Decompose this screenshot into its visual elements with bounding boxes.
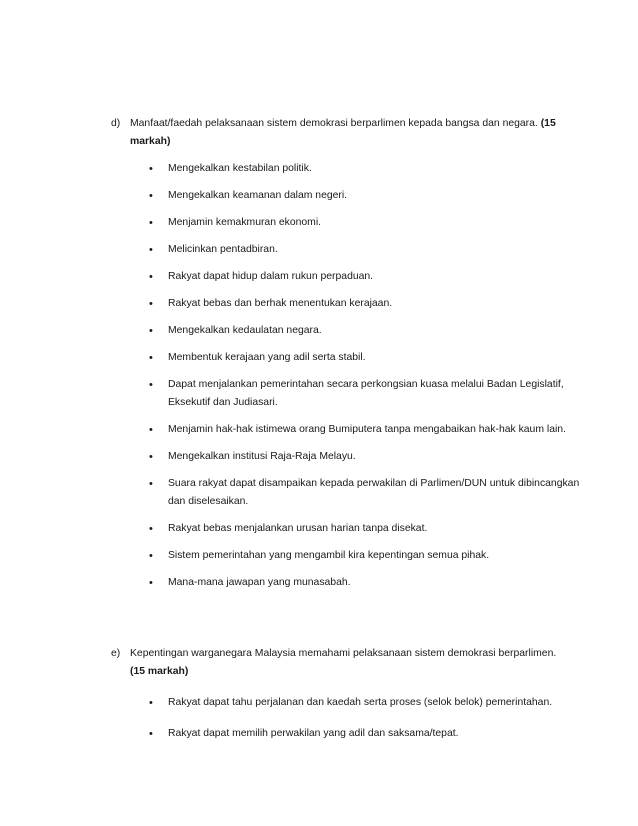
answer-item — [111, 694, 581, 712]
question-e-answer-list — [111, 694, 581, 743]
bullet-icon: • — [149, 298, 153, 310]
question-d-letter: d) — [111, 118, 121, 129]
answer-item-text: Rakyat bebas menjalankan urusan harian tanpa disekat. — [168, 523, 428, 534]
answer-item-text: Mengekalkan kestabilan politik. — [168, 163, 312, 174]
answer-item — [111, 475, 581, 511]
question-e-marks: (15 markah) — [130, 666, 189, 677]
bullet-icon: • — [149, 697, 153, 709]
bullet-icon: • — [149, 217, 153, 229]
answer-item-text: Dapat menjalankan pemerintahan secara perkongsian kuasa melalui Badan Legislatif, Eksekutif dan Judiasari. — [168, 379, 564, 408]
bullet-icon: • — [149, 523, 153, 535]
answer-item — [111, 448, 581, 466]
bullet-icon: • — [149, 244, 153, 256]
bullet-icon: • — [149, 163, 153, 175]
answer-item — [111, 349, 581, 367]
question-d-text — [130, 115, 581, 151]
answer-item-text: Rakyat dapat memilih perwakilan yang adil dan saksama/tepat. — [168, 728, 459, 739]
question-e-heading — [111, 645, 581, 681]
answer-item — [111, 547, 581, 565]
question-e — [111, 645, 581, 743]
answer-item-text: Mengekalkan institusi Raja-Raja Melayu. — [168, 451, 356, 462]
answer-item — [111, 187, 581, 205]
bullet-icon: • — [149, 478, 153, 490]
answer-item — [111, 241, 581, 259]
bullet-icon: • — [149, 728, 153, 740]
answer-item — [111, 725, 581, 743]
answer-item — [111, 376, 581, 412]
answer-item — [111, 214, 581, 232]
bullet-icon: • — [149, 424, 153, 436]
answer-item-text: Menjamin kemakmuran ekonomi. — [168, 217, 322, 228]
question-d-heading — [111, 115, 581, 151]
question-d-marks: (15 markah) — [130, 118, 556, 147]
answer-item — [111, 322, 581, 340]
question-e-letter: e) — [111, 648, 121, 659]
answer-item-text: Membentuk kerajaan yang adil serta stabil. — [168, 352, 366, 363]
answer-item — [111, 295, 581, 313]
question-e-question: Kepentingan warganegara Malaysia memahami pelaksanaan sistem demokrasi berparlimen. — [130, 648, 557, 659]
answer-item-text: Mengekalkan kedaulatan negara. — [168, 325, 322, 336]
bullet-icon: • — [149, 190, 153, 202]
answer-item-text: Menjamin hak-hak istimewa orang Bumiputera tanpa mengabaikan hak-hak kaum lain. — [168, 424, 566, 435]
question-d-question: Manfaat/faedah pelaksanaan sistem demokrasi berparlimen kepada bangsa dan negara. — [130, 118, 538, 129]
bullet-icon: • — [149, 550, 153, 562]
answer-item-text: Mengekalkan keamanan dalam negeri. — [168, 190, 348, 201]
answer-item — [111, 574, 581, 592]
answer-item-text: Rakyat dapat tahu perjalanan dan kaedah serta proses (selok belok) pemerintahan. — [168, 697, 553, 708]
answer-item — [111, 160, 581, 178]
answer-item-text: Sistem pemerintahan yang mengambil kira kepentingan semua pihak. — [168, 550, 490, 561]
answer-item-text: Suara rakyat dapat disampaikan kepada perwakilan di Parlimen/DUN untuk dibincangkan dan diselesaikan. — [168, 478, 580, 507]
answer-item-text: Rakyat dapat hidup dalam rukun perpaduan. — [168, 271, 374, 282]
bullet-icon: • — [149, 379, 153, 391]
question-d — [111, 115, 581, 592]
question-d-answer-list — [111, 160, 581, 592]
answer-item — [111, 421, 581, 439]
bullet-icon: • — [149, 577, 153, 589]
bullet-icon: • — [149, 352, 153, 364]
answer-item — [111, 520, 581, 538]
answer-item-text: Mana-mana jawapan yang munasabah. — [168, 577, 351, 588]
question-e-text — [130, 645, 581, 681]
answer-item — [111, 268, 581, 286]
answer-item-text: Rakyat bebas dan berhak menentukan kerajaan. — [168, 298, 393, 309]
bullet-icon: • — [149, 271, 153, 283]
bullet-icon: • — [149, 451, 153, 463]
answer-item-text: Melicinkan pentadbiran. — [168, 244, 278, 255]
bullet-icon: • — [149, 325, 153, 337]
